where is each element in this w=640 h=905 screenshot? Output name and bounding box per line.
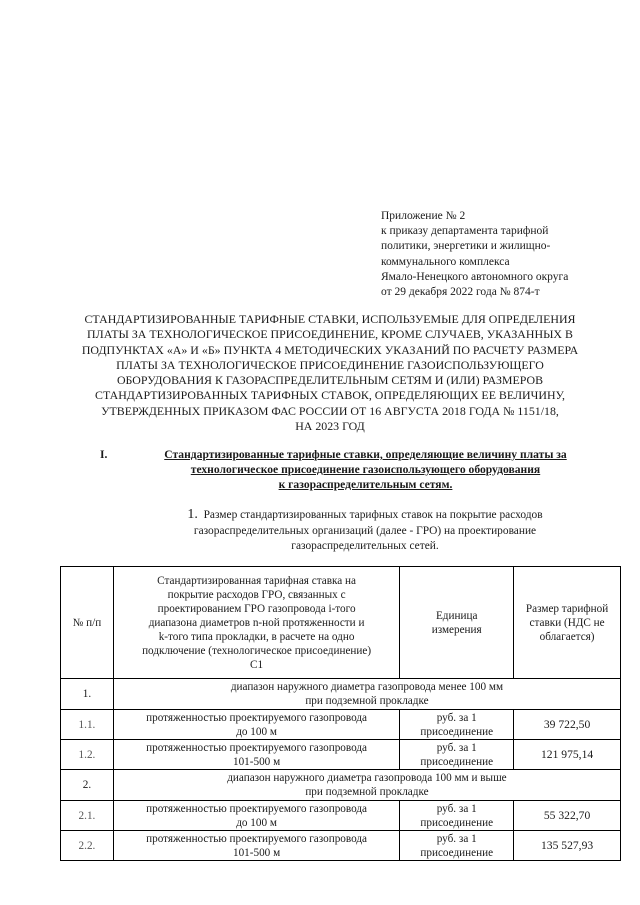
table-group-row: [61, 679, 621, 710]
group-num: 1.: [61, 679, 114, 710]
row-unit: руб. за 1 присоединение: [400, 740, 514, 770]
section-text: [138, 447, 593, 493]
header-rate: Стандартизированная тарифная ставка на покрытие расходов ГРО, связанных с проектированием ГРО газопровода i-того диапазона диаметров n-ной протяженности и k-того типа прокладки, в расчете на одно подключение (технологическое присоединение) C1: [113, 567, 399, 679]
subsection-line: газораспределительных организаций (далее - ГРО) на проектирование: [193, 524, 537, 537]
title-line: НА 2023 ГОД: [295, 419, 365, 434]
title-line: УТВЕРЖДЕННЫХ ПРИКАЗОМ ФАС РОССИИ ОТ 16 АВГУСТА 2018 ГОДА № 1151/18,: [101, 403, 559, 418]
header-size: Размер тарифной ставки (НДС не облагается): [514, 567, 621, 679]
row-num: 2.1.: [61, 801, 114, 831]
subsection-line: газораспределительных сетей.: [291, 540, 439, 553]
row-num: 1.1.: [61, 710, 114, 740]
table-row: [61, 801, 621, 831]
group-description: диапазон наружного диаметра газопровода 100 мм и выше при подземной прокладке: [113, 770, 620, 801]
table-row: [61, 710, 621, 740]
appendix-line: политики, энергетики и жилищно-: [381, 240, 551, 253]
row-description: протяженностью проектируемого газопровода 101-500 м: [113, 740, 399, 770]
group-num: 2.: [61, 770, 114, 801]
section-number: I.: [100, 448, 108, 461]
document-title: [40, 312, 620, 434]
row-description: протяженностью проектируемого газопровода до 100 м: [113, 801, 399, 831]
header-unit: Единица измерения: [400, 567, 514, 679]
title-line: СТАНДАРТИЗИРОВАННЫЕ ТАРИФНЫЕ СТАВКИ, ИСПОЛЬЗУЕМЫЕ ДЛЯ ОПРЕДЕЛЕНИЯ: [84, 312, 576, 326]
row-value: 135 527,93: [514, 831, 621, 861]
row-unit: руб. за 1 присоединение: [400, 801, 514, 831]
section-line: Стандартизированные тарифные ставки, определяющие величину платы за: [164, 448, 567, 461]
appendix-block: [381, 209, 621, 300]
header-num: № п/п: [61, 567, 114, 679]
section-line: к газораспределительным сетям.: [278, 478, 453, 492]
appendix-line: к приказу департамента тарифной: [381, 225, 549, 238]
row-value: 121 975,14: [514, 740, 621, 770]
appendix-line: Ямало-Ненецкого автономного округа: [381, 270, 569, 283]
table-row: [61, 740, 621, 770]
subsection-heading: [130, 507, 600, 555]
title-line: ПЛАТЫ ЗА ТЕХНОЛОГИЧЕСКОЕ ПРИСОЕДИНЕНИЕ, КРОМЕ СЛУЧАЕВ, УКАЗАННЫХ В: [87, 327, 573, 342]
subsection-number: 1.: [187, 507, 198, 522]
title-line: ПОДПУНКТАХ «А» И «Б» ПУНКТА 4 МЕТОДИЧЕСКИХ УКАЗАНИЙ ПО РАСЧЕТУ РАЗМЕРА: [81, 342, 579, 357]
title-line: СТАНДАРТИЗИРОВАННЫХ ТАРИФНЫХ СТАВОК, ОПРЕДЕЛЯЮЩИХ ЕЕ ВЕЛИЧИНУ,: [95, 388, 565, 403]
table-header-row: [61, 567, 621, 679]
row-value: 39 722,50: [514, 710, 621, 740]
row-description: протяженностью проектируемого газопровода до 100 м: [113, 710, 399, 740]
row-value: 55 322,70: [514, 801, 621, 831]
row-description: протяженностью проектируемого газопровода 101-500 м: [113, 831, 399, 861]
appendix-line: Приложение № 2: [381, 210, 466, 222]
group-description: диапазон наружного диаметра газопровода менее 100 мм при подземной прокладке: [113, 679, 620, 710]
row-num: 1.2.: [61, 740, 114, 770]
row-num: 2.2.: [61, 831, 114, 861]
table-group-row: [61, 770, 621, 801]
section-line: технологическое присоединение газоиспользующего оборудования: [190, 463, 541, 477]
appendix-line: от 29 декабря 2022 года № 874-т: [381, 286, 540, 299]
title-line: ПЛАТЫ ЗА ТЕХНОЛОГИЧЕСКОЕ ПРИСОЕДИНЕНИЕ ГАЗОИСПОЛЬЗУЮЩЕГО: [116, 357, 544, 372]
table-row: [61, 831, 621, 861]
subsection-line: Размер стандартизированных тарифных ставок на покрытие расходов: [203, 509, 543, 521]
tariff-table: [60, 566, 621, 861]
title-line: ОБОРУДОВАНИЯ К ГАЗОРАСПРЕДЕЛИТЕЛЬНЫМ СЕТЯМ И (ИЛИ) РАЗМЕРОВ: [116, 373, 544, 388]
row-unit: руб. за 1 присоединение: [400, 831, 514, 861]
row-unit: руб. за 1 присоединение: [400, 710, 514, 740]
appendix-line: коммунального комплекса: [381, 255, 510, 268]
